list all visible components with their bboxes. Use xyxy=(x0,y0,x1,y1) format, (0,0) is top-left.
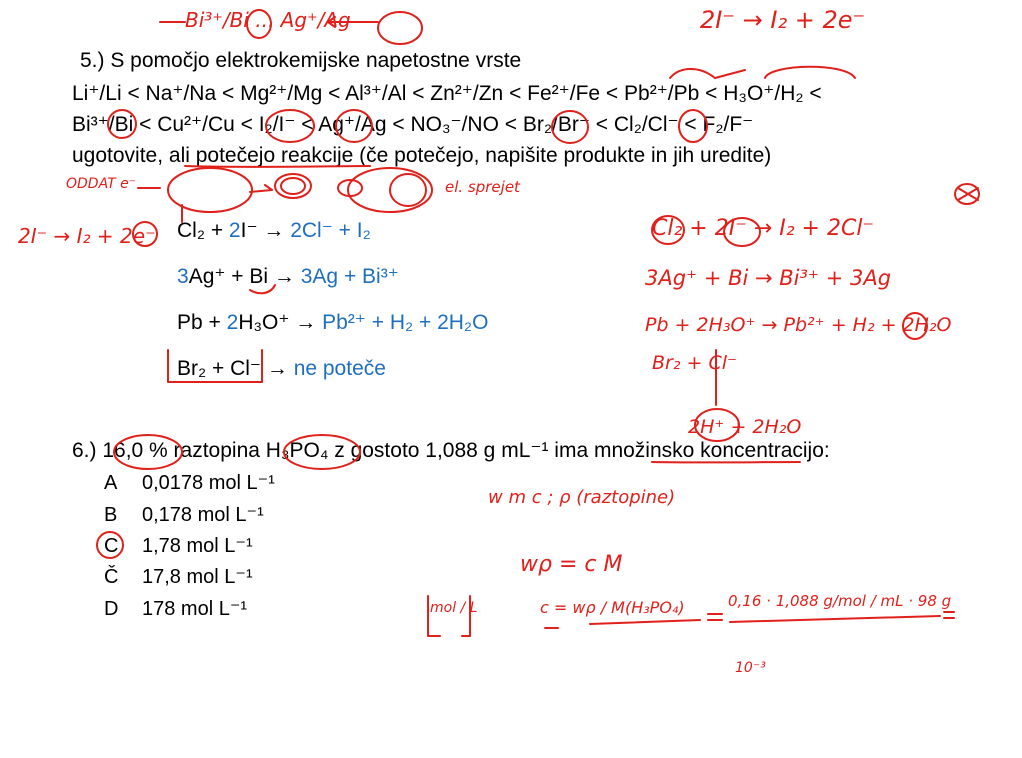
hw-formula-rhs: 0,16 · 1,088 g/mol / mL · 98 g xyxy=(728,592,952,610)
hw-reaction-1: Cl₂ + 2I⁻ → I₂ + 2Cl⁻ xyxy=(652,216,875,241)
hw-bracket-1 xyxy=(670,69,715,78)
option-d[interactable]: D 178 mol L⁻¹ xyxy=(104,598,248,620)
hw-top-right: 2I⁻ → I₂ + 2e⁻ xyxy=(700,6,866,34)
hw-left-half-reaction: 2I⁻ → I₂ + 2e⁻ xyxy=(18,224,156,248)
hw-circle-cl2 xyxy=(348,168,432,212)
hw-circle-i2-left xyxy=(168,168,252,212)
q5-series-line2: Bi³⁺/Bi < Cu²⁺/Cu < I₂/I⁻ < Ag⁺/Ag < NO₃⁻/NO < Br₂/Br⁻ < Cl₂/Cl⁻ < F₂/F⁻ xyxy=(72,113,754,136)
hw-circle-ag xyxy=(378,12,422,44)
q5-series-line1: Li⁺/Li < Na⁺/Na < Mg²⁺/Mg < Al³⁺/Al < Zn²⁺/Zn < Fe²⁺/Fe < Pb²⁺/Pb < H₃O⁺/H₂ < xyxy=(72,82,822,105)
option-c[interactable]: C 1,78 mol L⁻¹ xyxy=(104,535,253,557)
hw-reaction-2: 3Ag⁺ + Bi → Bi³⁺ + 3Ag xyxy=(645,266,892,290)
option-b[interactable]: B 0,178 mol L⁻¹ xyxy=(104,504,264,526)
hw-el-sprejet: el. sprejet xyxy=(445,178,520,196)
q5-title: 5.) S pomočjo elektrokemijske napetostne vrste xyxy=(80,49,522,72)
q5-instruction: ugotovite, ali potečejo reakcije (če potečejo, napišite produkte in jih uredite) xyxy=(72,144,772,167)
hw-reaction-5: 2H⁺ + 2H₂O xyxy=(688,416,802,438)
hw-scribble-1 xyxy=(275,174,311,198)
hw-formula-lhs: c = wρ / M(H₃PO₄) xyxy=(540,598,685,617)
hw-ten: 10⁻³ xyxy=(735,660,766,676)
hw-crossed-circle xyxy=(955,184,979,204)
reaction-3: Pb + 2H₃O⁺ → Pb²⁺ + H₂ + 2H₂O xyxy=(177,311,489,334)
hw-oddat: ODDAT e⁻ xyxy=(66,176,137,192)
reaction-2: 3Ag⁺ + Bi → 3Ag + Bi³⁺ xyxy=(177,265,399,288)
hw-units: mol / L xyxy=(430,600,478,616)
hw-top-left: Bi³⁺/Bi ... Ag⁺/Ag xyxy=(185,8,351,32)
reaction-4: Br₂ + Cl⁻ → ne poteče xyxy=(177,357,386,380)
hw-wp: wρ = c M xyxy=(520,552,623,577)
hw-scribble-2 xyxy=(338,180,362,196)
option-a[interactable]: A 0,0178 mol L⁻¹ xyxy=(104,472,275,494)
q6-question: 6.) 16,0 % raztopina H₃PO₄ z gostoto 1,088 g mL⁻¹ ima množinsko koncentracijo: xyxy=(72,439,830,462)
reaction-1: Cl₂ + 2I⁻ → 2Cl⁻ + I₂ xyxy=(177,219,371,242)
hw-bracket-2 xyxy=(765,67,855,78)
hw-reaction-3: Pb + 2H₃O⁺ → Pb²⁺ + H₂ + 2H₂O xyxy=(645,314,952,336)
hw-reaction-4: Br₂ + Cl⁻ xyxy=(652,352,738,374)
option-c-caron[interactable]: Č 17,8 mol L⁻¹ xyxy=(104,566,253,588)
hw-w-line: w m c ; ρ (raztopine) xyxy=(488,487,676,508)
